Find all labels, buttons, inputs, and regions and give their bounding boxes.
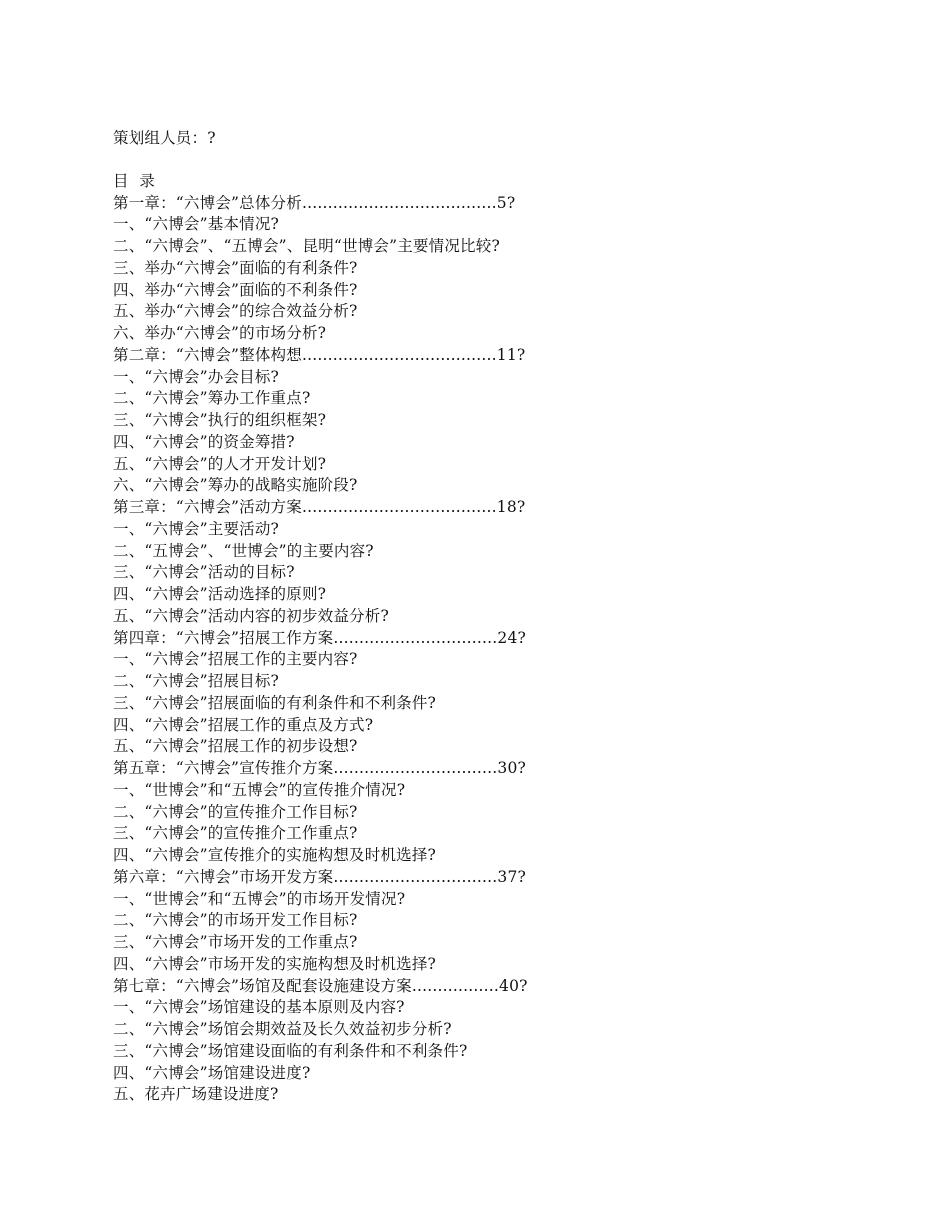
toc-line: 四、“六博会”市场开发的实施构想及时机选择? xyxy=(113,954,437,973)
toc-line: 五、举办“六博会”的综合效益分析? xyxy=(113,302,358,321)
toc-line: 二、“六博会”的市场开发工作目标? xyxy=(113,911,358,930)
toc-line: 五、“六博会”活动内容的初步效益分析? xyxy=(113,606,389,625)
toc-line: 第七章：“六博会”场馆及配套设施建设方案.................40? xyxy=(113,976,528,995)
toc-line: 一、“六博会”招展工作的主要内容? xyxy=(113,650,358,669)
toc-line: 二、“六博会”招展目标? xyxy=(113,672,280,690)
toc-line: 五、“六博会”招展工作的初步设想? xyxy=(113,737,358,756)
toc-line: 三、“六博会”活动的目标? xyxy=(113,563,295,582)
toc-line: 四、“六博会”宣传推介的实施构想及时机选择? xyxy=(113,846,437,864)
toc-title: 目 录 xyxy=(113,171,158,190)
toc-line: 四、举办“六博会”面临的不利条件? xyxy=(113,280,358,299)
toc-line: 四、“六博会”招展工作的重点及方式? xyxy=(113,715,374,734)
toc-line: 一、“六博会”办会目标? xyxy=(113,367,280,386)
toc-line: 二、“六博会”筹办工作重点? xyxy=(113,389,311,408)
toc-line: 五、花卉广场建设进度? xyxy=(113,1085,279,1104)
toc-line: 一、“世博会”和“五博会”的市场开发情况? xyxy=(113,889,406,908)
toc-line: 三、“六博会”招展面临的有利条件和不利条件? xyxy=(113,693,437,712)
toc-line: 五、“六博会”的人才开发计划? xyxy=(113,454,327,473)
toc-line: 第三章：“六博会”活动方案......................................18? xyxy=(113,498,526,516)
toc-line: 一、“六博会”主要活动? xyxy=(113,519,280,538)
toc-line: 四、“六博会”场馆建设进度? xyxy=(113,1063,311,1082)
table-of-contents xyxy=(113,193,893,1107)
toc-line: 六、“六博会”筹办的战略实施阶段? xyxy=(113,476,358,495)
toc-line: 四、“六博会”的资金筹措? xyxy=(113,432,295,451)
toc-line: 六、举办“六博会”的市场分析? xyxy=(113,324,327,342)
toc-line: 三、“六博会”市场开发的工作重点? xyxy=(113,933,358,951)
toc-line: 四、“六博会”活动选择的原则? xyxy=(113,585,327,603)
toc-line: 二、“五博会”、“世博会”的主要内容? xyxy=(113,541,374,560)
planning-staff-line: 策划组人员：? xyxy=(113,129,216,147)
toc-line: 第五章：“六博会”宣传推介方案................................30? xyxy=(113,759,527,777)
toc-line: 三、“六博会”执行的组织框架? xyxy=(113,411,327,429)
toc-line: 二、“六博会”、“五博会”、昆明“世博会”主要情况比较? xyxy=(113,237,500,255)
toc-line: 三、举办“六博会”面临的有利条件? xyxy=(113,258,358,277)
toc-line: 第二章：“六博会”整体构想......................................11? xyxy=(113,345,526,364)
toc-line: 一、“世博会”和“五博会”的宣传推介情况? xyxy=(113,780,406,799)
toc-line: 三、“六博会”的宣传推介工作重点? xyxy=(113,824,358,843)
toc-line: 二、“六博会”的宣传推介工作目标? xyxy=(113,802,358,821)
toc-line: 第一章：“六博会”总体分析......................................5? xyxy=(113,193,516,212)
toc-line: 第四章：“六博会”招展工作方案................................24? xyxy=(113,628,527,647)
document-body xyxy=(113,128,893,1106)
toc-line: 一、“六博会”基本情况? xyxy=(113,215,280,234)
toc-line: 二、“六博会”场馆会期效益及长久效益初步分析? xyxy=(113,1020,452,1038)
toc-line: 一、“六博会”场馆建设的基本原则及内容? xyxy=(113,998,405,1017)
toc-line: 三、“六博会”场馆建设面临的有利条件和不利条件? xyxy=(113,1041,468,1060)
toc-line: 第六章：“六博会”市场开发方案................................37? xyxy=(113,867,527,886)
